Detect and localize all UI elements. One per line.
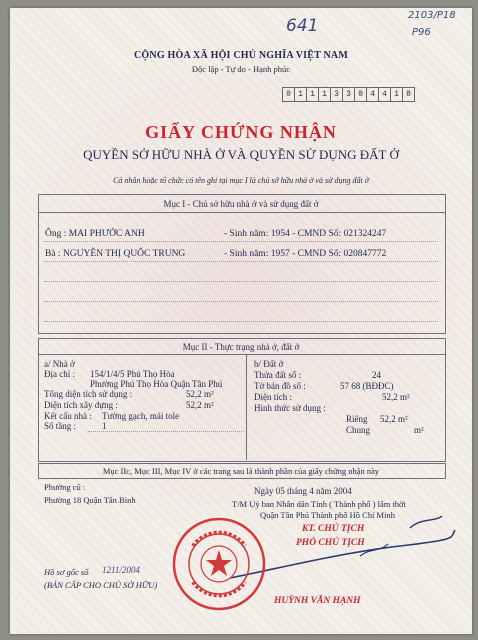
plot-number: 24 bbox=[372, 370, 381, 380]
section2-heading: Mục II - Thực trạng nhà ở, đất ở bbox=[182, 342, 300, 352]
owner2-info: - Sinh năm: 1957 - CMND Số: 020847772 bbox=[224, 249, 387, 259]
built-area: 52,2 m² bbox=[186, 400, 214, 410]
land-area: 52,2 m² bbox=[382, 392, 410, 402]
address-line2: Phường Phú Thọ Hòa Quận Tân Phú bbox=[90, 379, 223, 389]
section1-heading: Mục I - Chủ sở hữu nhà ở và sử dụng đất ở bbox=[163, 199, 319, 209]
certificate-title: GIẤY CHỨNG NHẬN bbox=[145, 122, 337, 142]
signer-name: HUỲNH VĂN HẠNH bbox=[274, 596, 361, 606]
ward-value: Phường 18 Quận Tân Bình bbox=[44, 495, 136, 505]
floors: 1 bbox=[102, 421, 107, 431]
owner1-info: - Sinh năm: 1954 - CMND Số: 021324247 bbox=[224, 229, 387, 239]
handwritten-sub: P96 bbox=[412, 27, 431, 38]
owner2-name: Bà : NGUYỄN THỊ QUỐC TRUNG bbox=[45, 249, 186, 259]
land-area-label: Diện tích : bbox=[254, 392, 292, 402]
section1-box bbox=[38, 194, 446, 334]
private-area: 52,2 m² bbox=[380, 414, 408, 424]
file-label: Hồ sơ gốc số bbox=[44, 567, 89, 577]
plot-label: Thửa đất số : bbox=[254, 370, 302, 380]
authority-line4: PHÓ CHỦ TỊCH bbox=[296, 538, 365, 548]
file-copy: (BẢN CẤP CHO CHỦ SỞ HỮU) bbox=[44, 580, 158, 590]
shared-area: m² bbox=[414, 425, 424, 435]
official-seal-icon bbox=[171, 516, 267, 612]
handwritten-number: 641 bbox=[286, 16, 319, 36]
authority-line1: T/M Uỷ ban Nhân dân Tỉnh ( Thành phố ) lâm thời bbox=[232, 499, 406, 509]
country-name: CỘNG HÒA XÃ HỘI CHỦ NGHĨA VIỆT NAM bbox=[134, 50, 348, 61]
floors-label: Số tầng : bbox=[44, 421, 77, 431]
address-line1: 154/1/4/5 Phú Thọ Hòa bbox=[90, 369, 175, 379]
authority-line2: Quận Tân Phú Thành phố Hồ Chí Minh bbox=[260, 510, 395, 520]
map-number: 57 68 (BĐĐC) bbox=[340, 381, 394, 391]
file-value: 1211/2004 bbox=[102, 565, 140, 575]
house-label: a/ Nhà ở bbox=[44, 359, 75, 369]
usable-area: 52,2 m² bbox=[186, 389, 214, 399]
certificate-subtitle: QUYỀN SỞ HỮU NHÀ Ở VÀ QUYỀN SỬ DỤNG ĐẤT Ở bbox=[83, 147, 399, 162]
intro-text: Cá nhân hoặc tổ chức có tên ghi tại mục I là chủ sở hữu nhà ở và sử dụng đất ở bbox=[113, 176, 369, 185]
serial-number: 0 1 1 1 3 3 0 4 4 1 8 bbox=[282, 87, 415, 102]
handwritten-ref: 2103/P18 bbox=[408, 10, 456, 21]
structure: Tường gạch, mái tole bbox=[102, 411, 180, 421]
motto: Độc lập - Tự do - Hạnh phúc bbox=[191, 64, 291, 74]
note-text: Mục IIc, Mục III, Mục IV ở các trang sau là thành phần của giấy chứng nhận này bbox=[102, 466, 380, 476]
ward-label: Phường cũ : bbox=[44, 482, 86, 492]
structure-label: Kết cấu nhà : bbox=[44, 411, 92, 421]
private-label: Riêng bbox=[346, 414, 368, 424]
land-label: b/ Đất ở bbox=[254, 359, 284, 369]
usable-area-label: Tổng diện tích sử dụng : bbox=[44, 389, 133, 399]
date-line: Ngày 05 tháng 4 năm 2004 bbox=[254, 486, 352, 496]
address-label: Địa chỉ : bbox=[44, 369, 75, 379]
owner1-name: Ông : MAI PHƯỚC ANH bbox=[45, 229, 145, 239]
usage-label: Hình thức sử dụng : bbox=[254, 403, 326, 413]
map-label: Tờ bản đồ số : bbox=[254, 381, 306, 391]
authority-line3: KT. CHỦ TỊCH bbox=[302, 524, 365, 534]
built-area-label: Diện tích xây dựng : bbox=[44, 400, 118, 410]
certificate-page bbox=[10, 8, 472, 634]
shared-label: Chung bbox=[346, 425, 371, 435]
